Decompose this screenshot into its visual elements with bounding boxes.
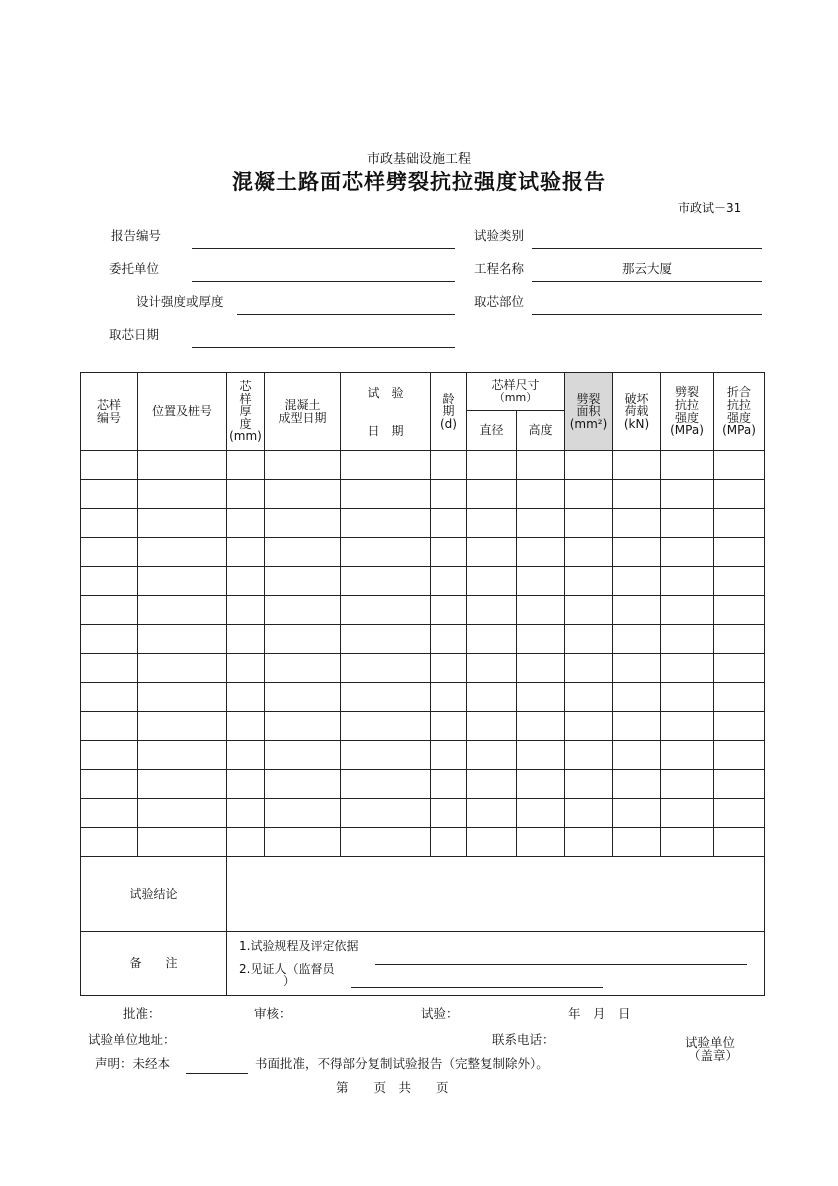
table-cell[interactable]	[431, 683, 467, 712]
table-cell[interactable]	[714, 770, 765, 799]
table-cell[interactable]	[81, 741, 138, 770]
table-cell[interactable]	[517, 741, 565, 770]
table-cell[interactable]	[565, 509, 613, 538]
table-cell[interactable]	[81, 596, 138, 625]
statement-prefix: 声明：未经本	[95, 1056, 171, 1071]
table-cell[interactable]	[431, 741, 467, 770]
conclusion-field[interactable]	[227, 857, 765, 932]
header-cast-date: 混凝土 成型日期	[265, 373, 341, 451]
statement-text: 书面批准，不得部分复制试验报告（完整复制除外）。	[255, 1056, 549, 1071]
table-cell[interactable]	[661, 567, 714, 596]
table-cell[interactable]	[565, 712, 613, 741]
table-cell[interactable]	[517, 828, 565, 857]
table-cell[interactable]	[517, 538, 565, 567]
table-cell[interactable]	[265, 625, 341, 654]
table-cell[interactable]	[517, 596, 565, 625]
table-cell[interactable]	[613, 712, 661, 741]
remark-2-line	[351, 987, 603, 988]
table-cell[interactable]	[613, 770, 661, 799]
table-row	[81, 770, 765, 799]
table-cell[interactable]	[714, 654, 765, 683]
table-cell[interactable]	[714, 828, 765, 857]
tester-label: 试验：	[421, 1006, 459, 1021]
table-cell[interactable]	[661, 625, 714, 654]
table-cell[interactable]	[467, 683, 517, 712]
table-cell[interactable]	[227, 741, 265, 770]
table-cell[interactable]	[138, 451, 227, 480]
table-cell[interactable]	[613, 567, 661, 596]
table-cell[interactable]	[565, 654, 613, 683]
table-cell[interactable]	[431, 451, 467, 480]
table-cell[interactable]	[138, 799, 227, 828]
table-cell[interactable]	[341, 654, 431, 683]
table-cell[interactable]	[341, 799, 431, 828]
header-split-strength: 劈裂 抗拉 强度 (MPa)	[661, 373, 714, 451]
table-cell[interactable]	[341, 538, 431, 567]
client-line	[192, 281, 455, 282]
table-cell[interactable]	[265, 451, 341, 480]
conclusion-label: 试验结论	[81, 857, 227, 932]
table-cell[interactable]	[467, 567, 517, 596]
table-cell[interactable]	[265, 683, 341, 712]
table-cell[interactable]	[81, 712, 138, 741]
table-cell[interactable]	[138, 596, 227, 625]
table-cell[interactable]	[431, 596, 467, 625]
table-cell[interactable]	[613, 480, 661, 509]
table-row	[81, 567, 765, 596]
remark-1-line	[375, 964, 747, 965]
table-cell[interactable]	[565, 480, 613, 509]
test-type-label: 试验类别	[474, 228, 525, 243]
table-cell[interactable]	[138, 625, 227, 654]
table-cell[interactable]	[613, 509, 661, 538]
table-cell[interactable]	[661, 480, 714, 509]
table-cell[interactable]	[341, 596, 431, 625]
table-cell[interactable]	[81, 480, 138, 509]
table-cell[interactable]	[714, 683, 765, 712]
table-cell[interactable]	[661, 770, 714, 799]
table-cell[interactable]	[431, 828, 467, 857]
table-cell[interactable]	[341, 567, 431, 596]
table-cell[interactable]	[613, 596, 661, 625]
table-cell[interactable]	[467, 799, 517, 828]
table-cell[interactable]	[661, 451, 714, 480]
table-cell[interactable]	[138, 741, 227, 770]
table-cell[interactable]	[227, 683, 265, 712]
header-thickness: 芯 样 厚 度 (mm)	[227, 373, 265, 451]
table-cell[interactable]	[81, 625, 138, 654]
phone-label: 联系电话：	[492, 1032, 555, 1047]
header-core-no: 芯样 编号	[81, 373, 138, 451]
table-cell[interactable]	[714, 509, 765, 538]
table-cell[interactable]	[265, 799, 341, 828]
remarks-label: 备 注	[81, 932, 227, 996]
project-field[interactable]: 那云大厦	[621, 261, 672, 276]
table-cell[interactable]	[81, 538, 138, 567]
seal-label-line2: （盖章）	[688, 1048, 739, 1063]
table-cell[interactable]	[517, 654, 565, 683]
table-cell[interactable]	[565, 799, 613, 828]
table-row	[81, 712, 765, 741]
table-cell[interactable]	[661, 712, 714, 741]
approve-label: 批准：	[123, 1006, 161, 1021]
table-row	[81, 828, 765, 857]
core-position-label: 取芯部位	[474, 294, 525, 309]
table-cell[interactable]	[467, 741, 517, 770]
table-cell[interactable]	[431, 625, 467, 654]
table-cell[interactable]	[138, 712, 227, 741]
table-cell[interactable]	[565, 567, 613, 596]
header-position: 位置及桩号	[138, 373, 227, 451]
table-cell[interactable]	[467, 712, 517, 741]
table-cell[interactable]	[714, 712, 765, 741]
table-cell[interactable]	[467, 654, 517, 683]
conclusion-row	[81, 857, 765, 932]
table-cell[interactable]	[138, 567, 227, 596]
header-split-area: 劈裂 面积 (mm²)	[565, 373, 613, 451]
table-cell[interactable]	[714, 480, 765, 509]
table-cell[interactable]	[517, 451, 565, 480]
table-cell[interactable]	[341, 828, 431, 857]
table-cell[interactable]	[341, 683, 431, 712]
table-cell[interactable]	[227, 480, 265, 509]
table-cell[interactable]	[661, 799, 714, 828]
table-row	[81, 480, 765, 509]
table-cell[interactable]	[265, 741, 341, 770]
remark-2: 2.见证人（监督员	[239, 962, 335, 976]
table-cell[interactable]	[138, 828, 227, 857]
table-cell[interactable]	[467, 451, 517, 480]
table-cell[interactable]	[613, 828, 661, 857]
table-cell[interactable]	[613, 654, 661, 683]
table-row	[81, 538, 765, 567]
remark-1: 1.试验规程及评定依据	[239, 939, 359, 953]
statement-blank	[186, 1073, 248, 1074]
table-cell[interactable]	[138, 770, 227, 799]
table-cell[interactable]	[81, 828, 138, 857]
table-cell[interactable]	[565, 770, 613, 799]
project-line	[532, 281, 762, 282]
table-cell[interactable]	[517, 683, 565, 712]
address-label: 试验单位地址：	[88, 1032, 176, 1047]
table-cell[interactable]	[431, 799, 467, 828]
header-flex-strength: 折合 抗拉 强度 (MPa)	[714, 373, 765, 451]
table-cell[interactable]	[613, 538, 661, 567]
table-cell[interactable]	[467, 509, 517, 538]
table-row	[81, 625, 765, 654]
header-core-size: 芯样尺寸 （mm）	[467, 373, 565, 411]
table-row	[81, 509, 765, 538]
table-cell[interactable]	[265, 480, 341, 509]
remarks-row	[81, 932, 765, 996]
report-no-label: 报告编号	[111, 228, 162, 243]
table-cell[interactable]	[265, 654, 341, 683]
table-cell[interactable]	[138, 683, 227, 712]
table-cell[interactable]	[714, 567, 765, 596]
table-row	[81, 451, 765, 480]
table-cell[interactable]	[341, 712, 431, 741]
page-counter: 第 页 共 页	[336, 1080, 449, 1095]
table-row	[81, 741, 765, 770]
header-failure-load: 破坏 荷载 (kN)	[613, 373, 661, 451]
table-cell[interactable]	[431, 712, 467, 741]
table-cell[interactable]	[565, 683, 613, 712]
header-test-date: 试 验 日 期	[341, 373, 431, 451]
form-code: 市政试－31	[678, 201, 742, 215]
table-cell[interactable]	[431, 567, 467, 596]
date-label: 年 月 日	[568, 1006, 631, 1021]
table-cell[interactable]	[227, 654, 265, 683]
table-cell[interactable]	[341, 741, 431, 770]
table-cell[interactable]	[81, 683, 138, 712]
table-cell[interactable]	[565, 596, 613, 625]
table-cell[interactable]	[81, 770, 138, 799]
design-label: 设计强度或厚度	[136, 294, 224, 309]
table-cell[interactable]	[265, 770, 341, 799]
header-diameter: 直径	[467, 411, 517, 451]
table-cell[interactable]	[613, 683, 661, 712]
table-cell[interactable]	[565, 828, 613, 857]
table-cell[interactable]	[341, 625, 431, 654]
table-cell[interactable]	[714, 596, 765, 625]
table-cell[interactable]	[467, 538, 517, 567]
table-cell[interactable]	[138, 654, 227, 683]
core-position-line	[532, 314, 762, 315]
table-cell[interactable]	[431, 509, 467, 538]
table-cell[interactable]	[565, 538, 613, 567]
table-cell[interactable]	[265, 509, 341, 538]
review-label: 审核：	[254, 1006, 292, 1021]
table-cell[interactable]	[613, 625, 661, 654]
table-cell[interactable]	[341, 770, 431, 799]
core-date-line	[192, 347, 455, 348]
table-cell[interactable]	[565, 741, 613, 770]
table-cell[interactable]	[265, 538, 341, 567]
table-cell[interactable]	[565, 625, 613, 654]
table-cell[interactable]	[227, 625, 265, 654]
table-cell[interactable]	[517, 509, 565, 538]
table-cell[interactable]	[431, 480, 467, 509]
table-cell[interactable]	[227, 538, 265, 567]
form-supertitle: 市政基础设施工程	[366, 152, 471, 167]
table-cell[interactable]	[467, 596, 517, 625]
table-cell[interactable]	[431, 654, 467, 683]
table-cell[interactable]	[138, 480, 227, 509]
table-cell[interactable]	[517, 567, 565, 596]
remarks-field[interactable]	[227, 932, 765, 996]
table-cell[interactable]	[227, 770, 265, 799]
table-cell[interactable]	[265, 596, 341, 625]
table-cell[interactable]	[227, 799, 265, 828]
test-type-line	[532, 248, 762, 249]
header-age: 龄 期 (d)	[431, 373, 467, 451]
table-row	[81, 654, 765, 683]
table-cell[interactable]	[517, 770, 565, 799]
table-cell[interactable]	[341, 509, 431, 538]
table-cell[interactable]	[265, 828, 341, 857]
table-cell[interactable]	[714, 625, 765, 654]
table-cell[interactable]	[138, 509, 227, 538]
table-cell[interactable]	[661, 828, 714, 857]
table-cell[interactable]	[661, 654, 714, 683]
table-cell[interactable]	[341, 451, 431, 480]
table-cell[interactable]	[81, 799, 138, 828]
table-row	[81, 596, 765, 625]
table-cell[interactable]	[661, 509, 714, 538]
table-cell[interactable]	[81, 451, 138, 480]
table-cell[interactable]	[661, 683, 714, 712]
table-cell[interactable]	[227, 596, 265, 625]
client-label: 委托单位	[109, 261, 160, 276]
table-cell[interactable]	[431, 538, 467, 567]
table-cell[interactable]	[81, 654, 138, 683]
table-cell[interactable]	[517, 625, 565, 654]
table-cell[interactable]	[467, 770, 517, 799]
table-cell[interactable]	[613, 451, 661, 480]
table-cell[interactable]	[661, 741, 714, 770]
results-table	[80, 372, 765, 996]
header-row-1	[81, 373, 765, 411]
table-cell[interactable]	[138, 538, 227, 567]
table-cell[interactable]	[431, 770, 467, 799]
table-cell[interactable]	[227, 509, 265, 538]
remark-2-close: ）	[283, 974, 296, 988]
table-cell[interactable]	[227, 828, 265, 857]
table-cell[interactable]	[714, 538, 765, 567]
table-cell[interactable]	[341, 480, 431, 509]
table-cell[interactable]	[265, 567, 341, 596]
table-cell[interactable]	[265, 712, 341, 741]
table-cell[interactable]	[81, 567, 138, 596]
table-cell[interactable]	[467, 625, 517, 654]
table-cell[interactable]	[517, 712, 565, 741]
table-cell[interactable]	[227, 451, 265, 480]
header-height: 高度	[517, 411, 565, 451]
table-row	[81, 683, 765, 712]
table-cell[interactable]	[613, 799, 661, 828]
table-cell[interactable]	[714, 741, 765, 770]
report-no-line	[192, 248, 455, 249]
table-cell[interactable]	[714, 799, 765, 828]
table-cell[interactable]	[227, 712, 265, 741]
table-cell[interactable]	[517, 799, 565, 828]
table-cell[interactable]	[661, 596, 714, 625]
table-cell[interactable]	[517, 480, 565, 509]
table-row	[81, 799, 765, 828]
table-cell[interactable]	[467, 828, 517, 857]
core-date-label: 取芯日期	[109, 327, 160, 342]
table-cell[interactable]	[661, 538, 714, 567]
project-label: 工程名称	[474, 261, 525, 276]
table-cell[interactable]	[565, 451, 613, 480]
table-cell[interactable]	[467, 480, 517, 509]
table-cell[interactable]	[227, 567, 265, 596]
table-cell[interactable]	[613, 741, 661, 770]
seal-label-line1: 试验单位	[685, 1035, 736, 1050]
table-cell[interactable]	[714, 451, 765, 480]
design-line	[237, 314, 455, 315]
report-title: 混凝土路面芯样劈裂抗拉强度试验报告	[232, 169, 606, 194]
table-cell[interactable]	[81, 509, 138, 538]
